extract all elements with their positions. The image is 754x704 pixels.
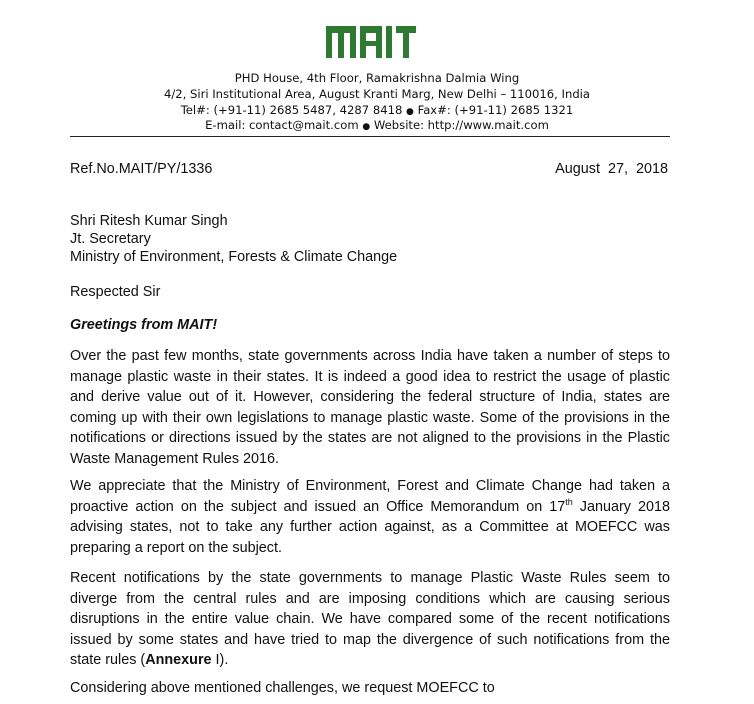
contact-email-web [0, 117, 754, 135]
header-divider [70, 136, 670, 137]
recipient-name: Shri Ritesh Kumar Singh [70, 213, 228, 229]
email: E-mail: contact@mait.com [205, 118, 359, 132]
recipient-organization: Ministry of Environment, Forests & Climate Change [70, 249, 398, 265]
paragraph-2 [70, 476, 670, 558]
paragraph-4: Considering above mentioned challenges, we request MOEFCC to [70, 680, 495, 696]
fax: Fax#: (+91-11) 2685 1321 [417, 103, 574, 117]
bullet-separator-2: ● [362, 122, 371, 132]
website: Website: http://www.mait.com [373, 118, 549, 132]
telephone: Tel#: (+91-11) 2685 5487, 4287 8418 [180, 103, 403, 117]
paragraph-2-text-b: January 2018 advising states, not to take any further action against, as a Committee at MOEFCC was preparing a report on the subject. [70, 498, 670, 556]
greeting: Greetings from MAIT! [70, 317, 218, 333]
ordinal-suffix: th [565, 496, 573, 507]
address-line-2: 4/2, Siri Institutional Area, August Kranti Marg, New Delhi – 110016, India [163, 87, 591, 101]
bullet-separator: ● [406, 107, 414, 117]
recipient-title: Jt. Secretary [70, 231, 151, 247]
mait-logo [326, 26, 416, 58]
address-line-1: PHD House, 4th Floor, Ramakrishna Dalmia Wing [234, 71, 520, 85]
paragraph-3-text-a: Recent notifications by the state governments to manage Plastic Waste Rules seem to diverge from the central rules and are imposing conditions which are causing serious disruptions in the entire value chain. We have compared some of the recent notifications issued by some states and have tried to map the divergence of such notifications from the state rules ( [70, 570, 670, 669]
paragraph-2-text-a: We appreciate that the Ministry of Environment, Forest and Climate Change had taken a proactive action on the subject and issued an Office Memorandum on 17 [70, 478, 670, 515]
salutation: Respected Sir [70, 284, 161, 300]
annexure-label: Annexure [145, 652, 212, 669]
reference-number: Ref.No.MAIT/PY/1336 [70, 161, 213, 177]
paragraph-1: Over the past few months, state governments across India have taken a number of steps to manage plastic waste in their states. It is indeed a good idea to restrict the usage of plastic and derive value out of it. However, considering the federal structure of India, states are coming up with their own legislations to manage plastic waste. Some of the provisions in the notifications or directions issued by the states are not aligned to the provisions in the Plastic Waste Management Rules 2016. [70, 348, 670, 467]
paragraph-3 [70, 568, 670, 671]
letter-date: August 27, 2018 [555, 161, 668, 177]
paragraph-3-text-b: I). [211, 652, 229, 669]
